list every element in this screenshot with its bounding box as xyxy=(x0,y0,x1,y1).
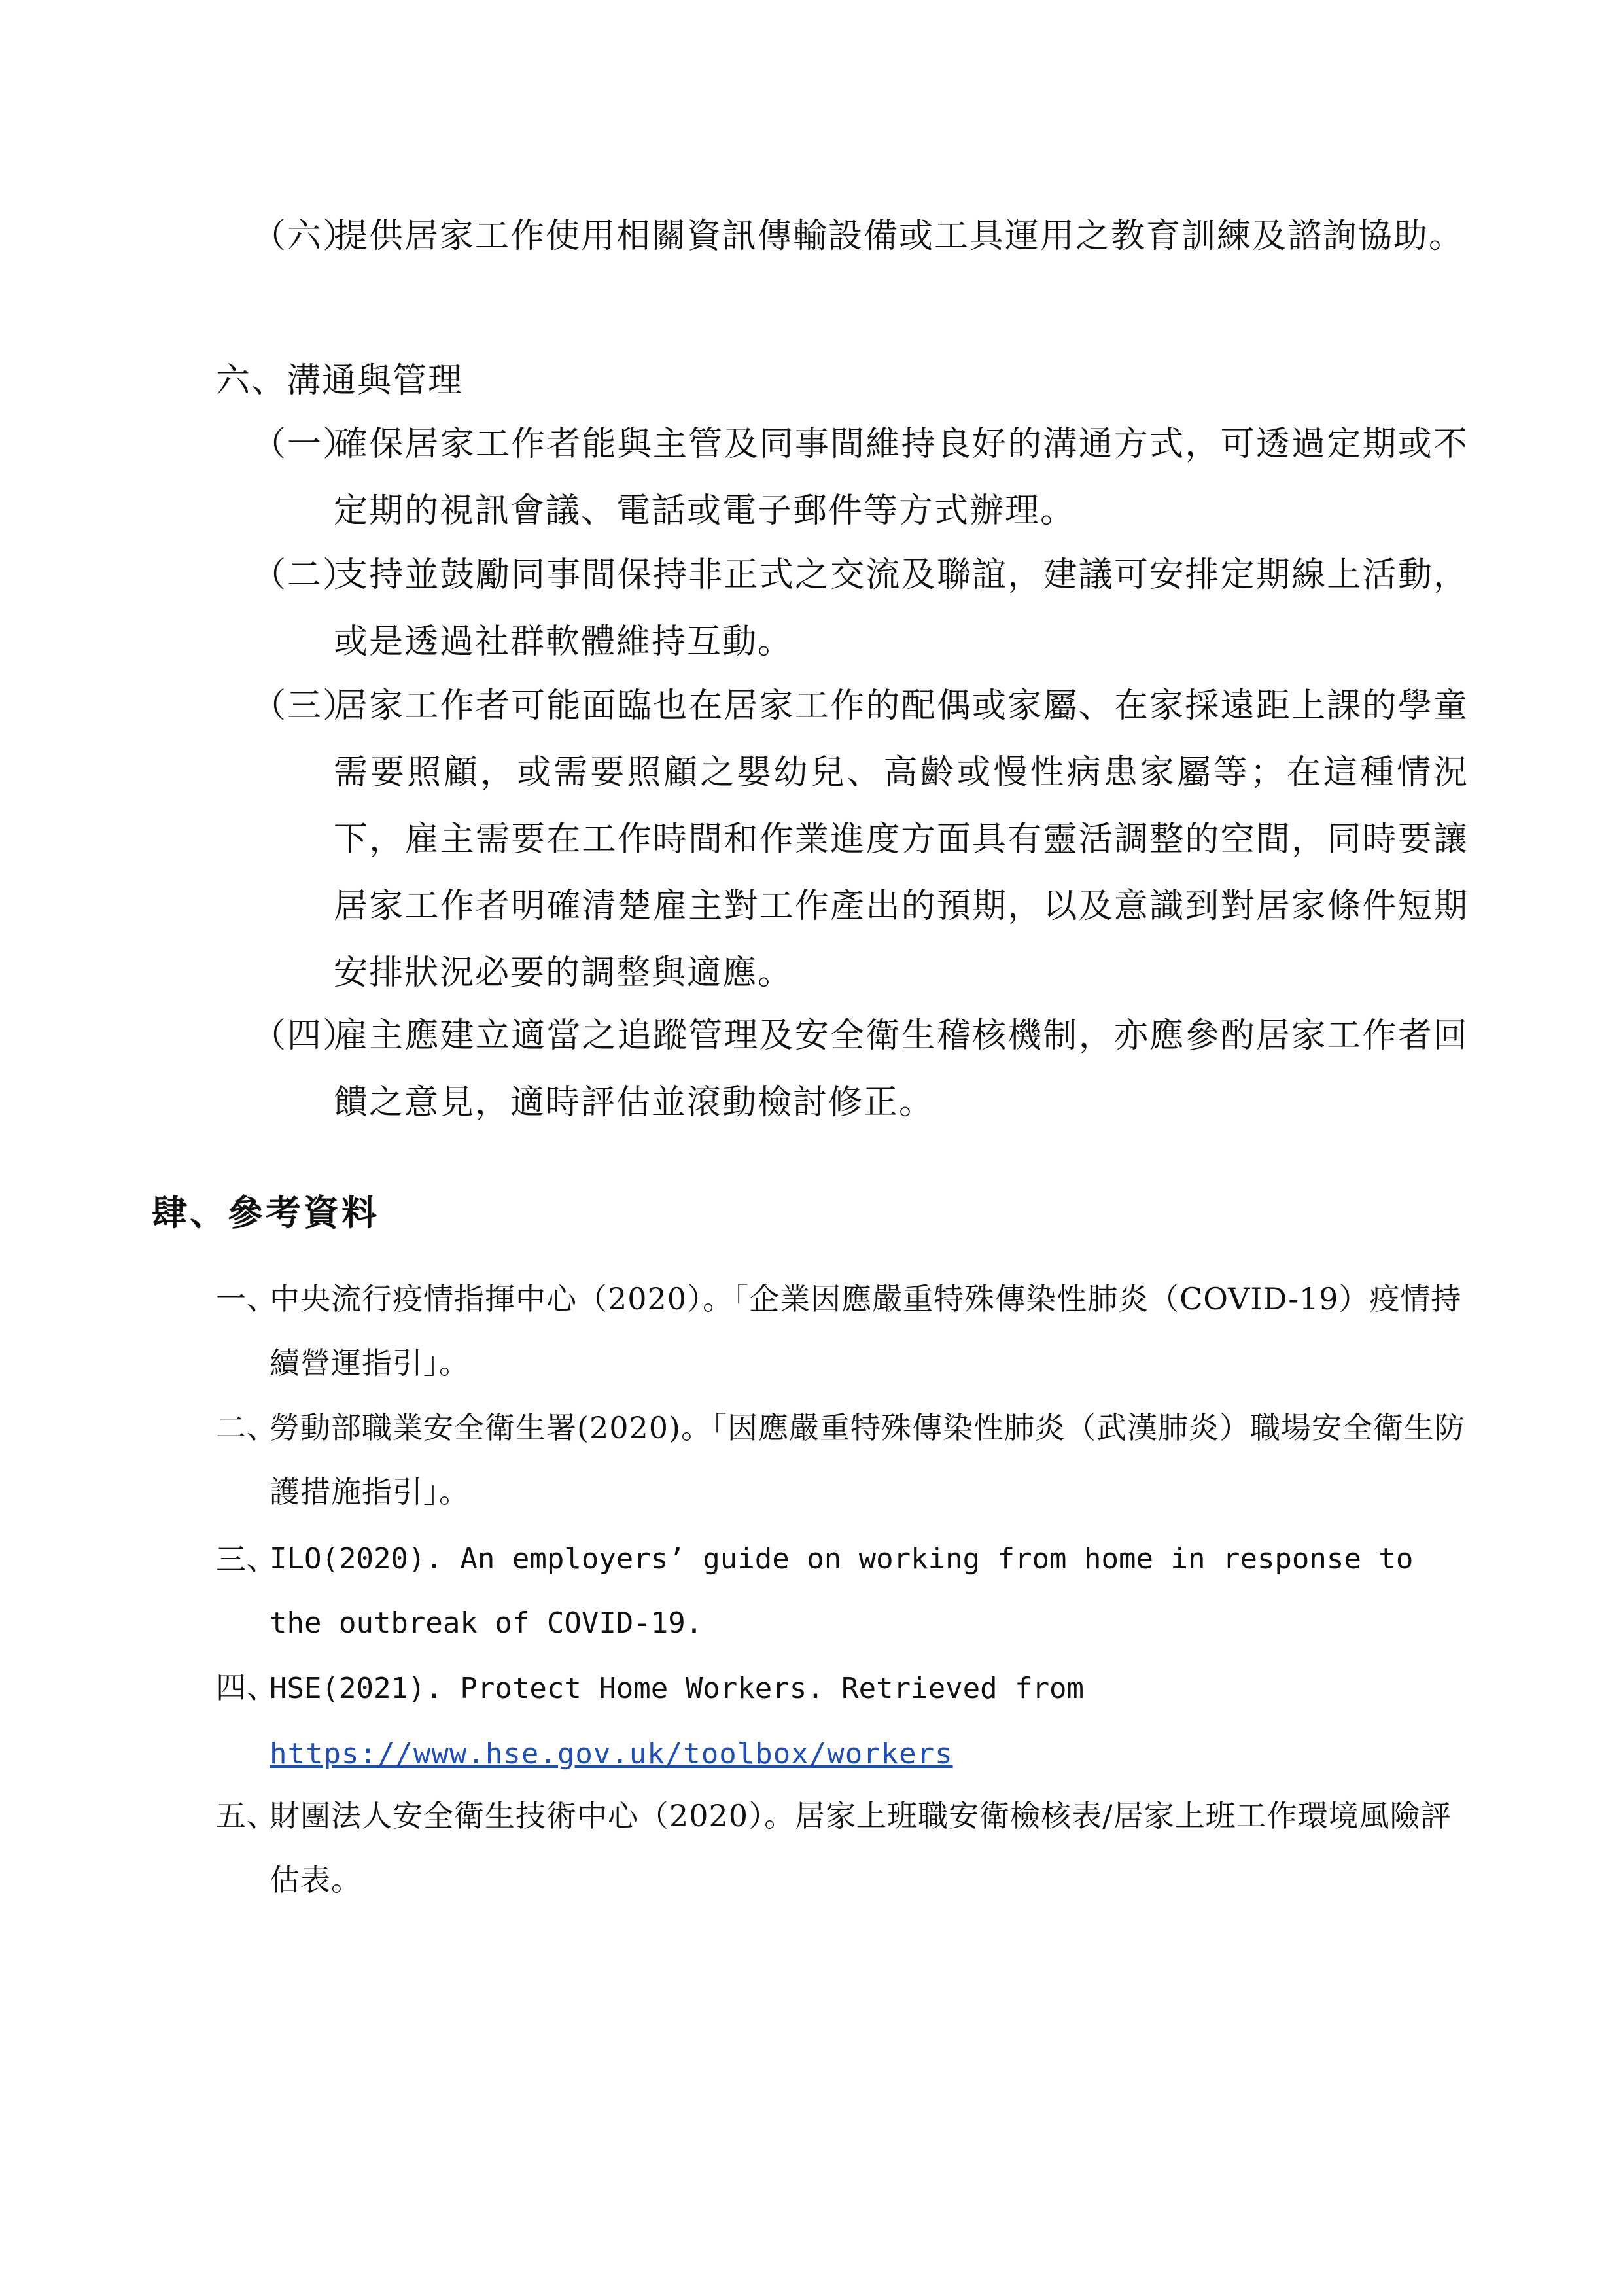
item-marker: （四） xyxy=(252,1016,358,1055)
reference-link[interactable]: https://www.hse.gov.uk/toolbox/workers xyxy=(270,1737,953,1771)
references-title: 肆、參考資料 xyxy=(152,1192,379,1233)
list-item xyxy=(252,542,1469,675)
list-item xyxy=(252,1002,1469,1136)
section-heading: 六、溝通與管理 xyxy=(216,361,464,400)
item-text: 確保居家工作者能與主管及同事間維持良好的溝通方式，可透過定期或不定期的視訊會議、電話或電子郵件等方式辦理。 xyxy=(334,425,1469,531)
item-marker: （二） xyxy=(252,556,358,595)
reference-marker: 五、 xyxy=(216,1798,277,1833)
reference-marker: 二、 xyxy=(216,1410,277,1445)
reference-text: 勞動部職業安全衛生署(2020)。「因應嚴重特殊傳染性肺炎（武漢肺炎）職場安全衛生防護措施指引」。 xyxy=(270,1410,1465,1510)
item-marker: （三） xyxy=(252,686,358,726)
item-text: 提供居家工作使用相關資訊傳輸設備或工具運用之教育訓練及諮詢協助。 xyxy=(334,217,1465,256)
list-item xyxy=(252,673,1469,1006)
item-marker: （一） xyxy=(252,425,358,464)
reference-text: HSE(2021). Protect Home Workers. Retrieved from xyxy=(270,1672,1085,1705)
reference-text: 中央流行疫情指揮中心（2020）。「企業因應嚴重特殊傳染性肺炎（COVID-19）疫情持續營運指引」。 xyxy=(270,1281,1462,1381)
reference-item xyxy=(216,1267,1465,1395)
list-item xyxy=(252,203,1469,270)
item-text: 雇主應建立適當之追蹤管理及安全衛生稽核機制，亦應參酌居家工作者回饋之意見，適時評估並滾動檢討修正。 xyxy=(334,1016,1469,1122)
item-marker: （六） xyxy=(252,217,358,256)
reference-item xyxy=(216,1784,1465,1912)
reference-text: ILO(2020). An employers’ guide on working from home in response to the outbreak of COVID-19. xyxy=(270,1542,1414,1640)
reference-item xyxy=(216,1527,1465,1655)
reference-body xyxy=(216,1655,1465,1786)
item-text: 支持並鼓勵同事間保持非正式之交流及聯誼，建議可安排定期線上活動，或是透過社群軟體維持互動。 xyxy=(334,556,1469,662)
reference-marker: 三、 xyxy=(216,1542,277,1577)
reference-item xyxy=(216,1396,1465,1524)
reference-item xyxy=(216,1655,1465,1786)
item-text: 居家工作者可能面臨也在居家工作的配偶或家屬、在家採遠距上課的學童需要照顧，或需要照顧之嬰幼兒、高齡或慢性病患家屬等；在這種情況下，雇主需要在工作時間和作業進度方面具有靈活調整的空間，同時要讓居家工作者明確清楚雇主對工作產出的預期，以及意識到對居家條件短期安排狀況必要的調整與適應。 xyxy=(334,686,1469,993)
reference-text: 財團法人安全衛生技術中心（2020）。居家上班職安衛檢核表/居家上班工作環境風險評估表。 xyxy=(270,1798,1452,1898)
reference-marker: 一、 xyxy=(216,1281,277,1316)
list-item xyxy=(252,411,1469,544)
reference-marker: 四、 xyxy=(216,1670,277,1705)
